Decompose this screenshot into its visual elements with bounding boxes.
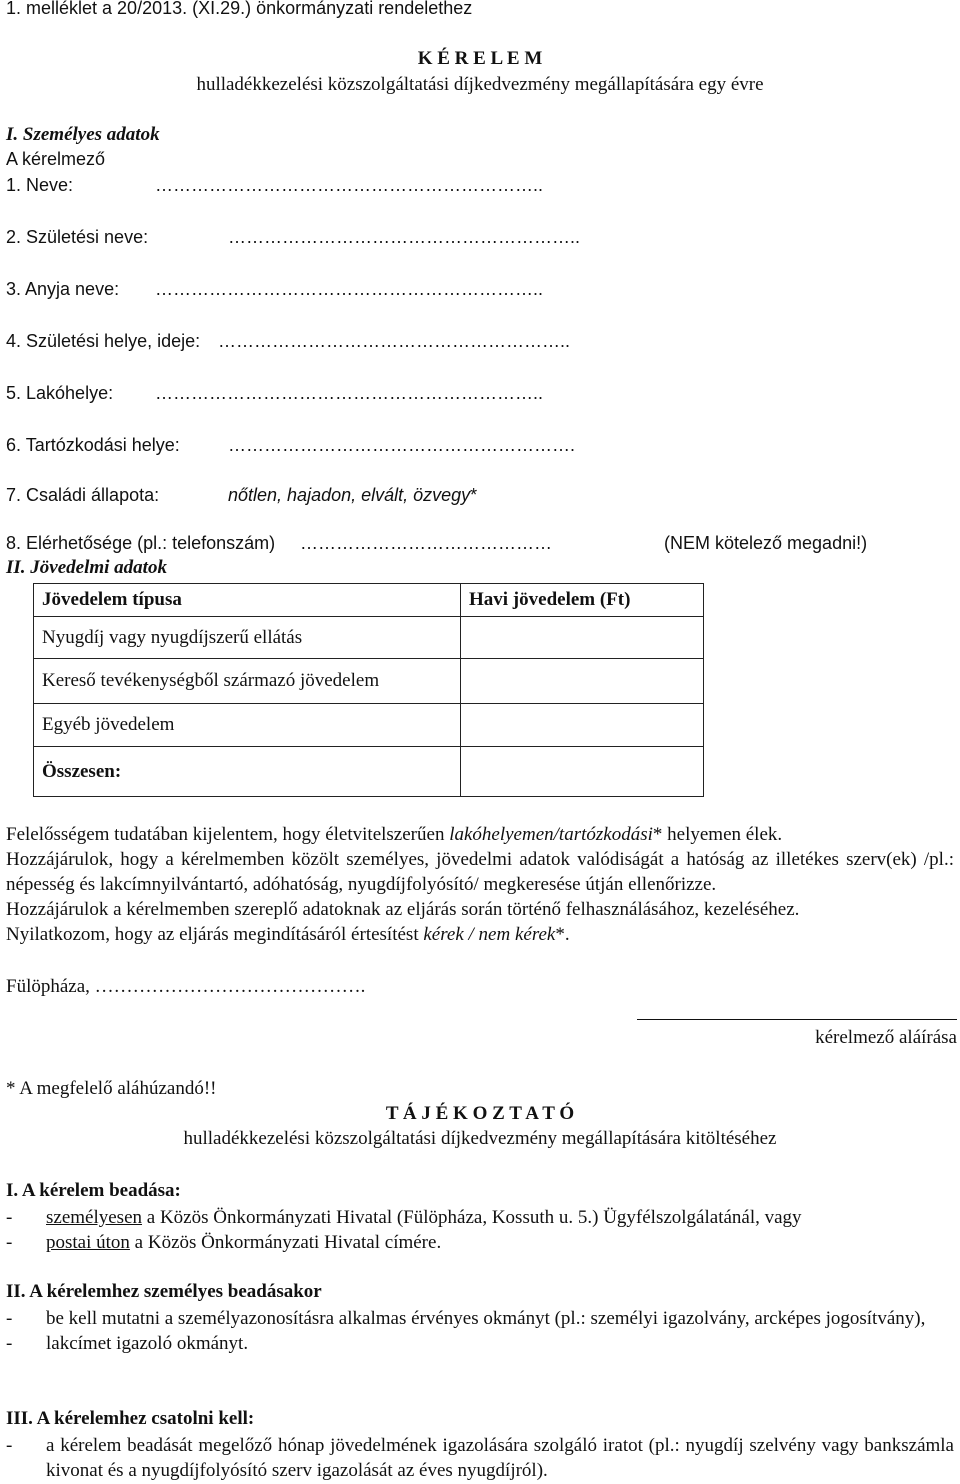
field-marital-options[interactable]: nőtlen, hajadon, elvált, özvegy* — [228, 485, 478, 505]
income-row-earned: Kereső tevékenységből származó jövedelem — [34, 659, 461, 704]
info-attach-heading: III. A kérelemhez csatolni kell: — [6, 1408, 255, 1429]
field-residence-label: 5. Lakóhelye: — [6, 383, 114, 403]
field-birthplace-label: 4. Születési helye, ideje: — [6, 331, 201, 351]
income-table — [33, 583, 704, 797]
field-contact-note: (NEM kötelező megadni!) — [664, 533, 868, 553]
field-birth-name-label: 2. Születési neve: — [6, 227, 149, 247]
field-contact-dots[interactable]: …………………………………… — [300, 533, 552, 553]
list-item: - postai úton a Közös Önkormányzati Hivatal címére. — [6, 1232, 442, 1253]
form-subtitle: hulladékkezelési közszolgáltatási díjkedvezmény megállapítására egy évre — [196, 74, 764, 95]
field-contact-label: 8. Elérhetősége (pl.: telefonszám) — [6, 533, 276, 553]
field-marital-label: 7. Családi állapota: — [6, 485, 160, 505]
info-submission-list — [6, 1205, 954, 1255]
declaration-consent-processing: Hozzájárulok a kérelmemben szereplő adatoknak az eljárás során történő felhasználásához, kezeléséhez. — [6, 899, 800, 920]
list-item: - a kérelem beadását megelőző hónap jövedelmének igazolására szolgáló iratot (pl.: nyugdíj szelvény vagy bankszámla kivonat és a nyugdíjfolyósító szerv igazolását az éves nyugdíjról). — [6, 1435, 954, 1481]
list-item: - személyesen a Közös Önkormányzati Hivatal (Fülöpháza, Kossuth u. 5.) Ügyfélszolgálatánál, vagy — [6, 1207, 802, 1228]
income-value-other[interactable] — [461, 704, 704, 747]
declaration-block — [6, 822, 954, 947]
document-header: 1. melléklet a 20/2013. (XI.29.) önkormányzati rendelethez — [6, 0, 473, 18]
place-date-line[interactable]: Fülöpháza, ……………………………………. — [6, 976, 366, 997]
info-attach-list — [6, 1433, 954, 1483]
income-type-header: Jövedelem típusa — [34, 584, 461, 617]
form-title: K É R E L E M — [417, 48, 543, 69]
field-name-dots[interactable]: ……………………………………………………….. — [155, 175, 544, 195]
field-stay-dots[interactable]: …………………………………………………. — [228, 435, 576, 455]
field-mother-name-label: 3. Anyja neve: — [6, 279, 120, 299]
income-value-pension[interactable] — [461, 617, 704, 659]
declaration-residence: Felelősségem tudatában kijelentem, hogy életvitelszerűen lakóhelyemen/tartózkodási* helyemen élek. — [6, 824, 783, 845]
income-row-other: Egyéb jövedelem — [34, 704, 461, 747]
signature-line[interactable] — [637, 1019, 957, 1020]
info-personal-heading: II. A kérelemhez személyes beadásakor — [6, 1281, 322, 1302]
list-item: - lakcímet igazoló okmányt. — [6, 1333, 249, 1354]
income-value-earned[interactable] — [461, 659, 704, 704]
field-residence-dots[interactable]: ……………………………………………………….. — [155, 383, 544, 403]
signature-label: kérelmező aláírása — [815, 1027, 957, 1048]
info-subtitle: hulladékkezelési közszolgáltatási díjkedvezmény megállapítására kitöltéséhez — [183, 1128, 777, 1149]
declaration-notification: Nyilatkozom, hogy az eljárás megindításáról értesítést kérek / nem kérek*. — [6, 924, 570, 945]
income-row-total: Összesen: — [34, 747, 461, 797]
income-value-total[interactable] — [461, 747, 704, 797]
field-name-label: 1. Neve: — [6, 175, 74, 195]
info-submission-heading: I. A kérelem beadása: — [6, 1180, 181, 1201]
field-birth-name-dots[interactable]: ………………………………………………….. — [228, 227, 581, 247]
info-title: T Á J É K O Z T A T Ó — [385, 1103, 575, 1124]
applicant-subheading: A kérelmező — [6, 149, 106, 169]
income-row-pension: Nyugdíj vagy nyugdíjszerű ellátás — [34, 617, 461, 659]
section-income-heading: II. Jövedelmi adatok — [6, 557, 167, 578]
footnote: * A megfelelő aláhúzandó!! — [6, 1078, 217, 1099]
list-item: - be kell mutatni a személyazonosításra alkalmas érvényes okmányt (pl.: személyi igazolvány, arcképes jogosítvány), — [6, 1308, 926, 1329]
monthly-income-header: Havi jövedelem (Ft) — [461, 584, 704, 617]
field-stay-label: 6. Tartózkodási helye: — [6, 435, 180, 455]
field-mother-name-dots[interactable]: ……………………………………………………….. — [155, 279, 544, 299]
section-personal-heading: I. Személyes adatok — [6, 124, 160, 145]
declaration-consent-verification: Hozzájárulok, hogy a kérelmemben közölt személyes, jövedelmi adatok valódiságát a hatóság az illetékes szerv(ek) /pl.: népesség és lakcímnyilvántartó, adóhatóság, nyugdíjfolyósító/ megkeresése útján ellenőrizze. — [6, 849, 954, 895]
info-personal-list — [6, 1306, 954, 1356]
field-birthplace-dots[interactable]: ………………………………………………….. — [218, 331, 571, 351]
